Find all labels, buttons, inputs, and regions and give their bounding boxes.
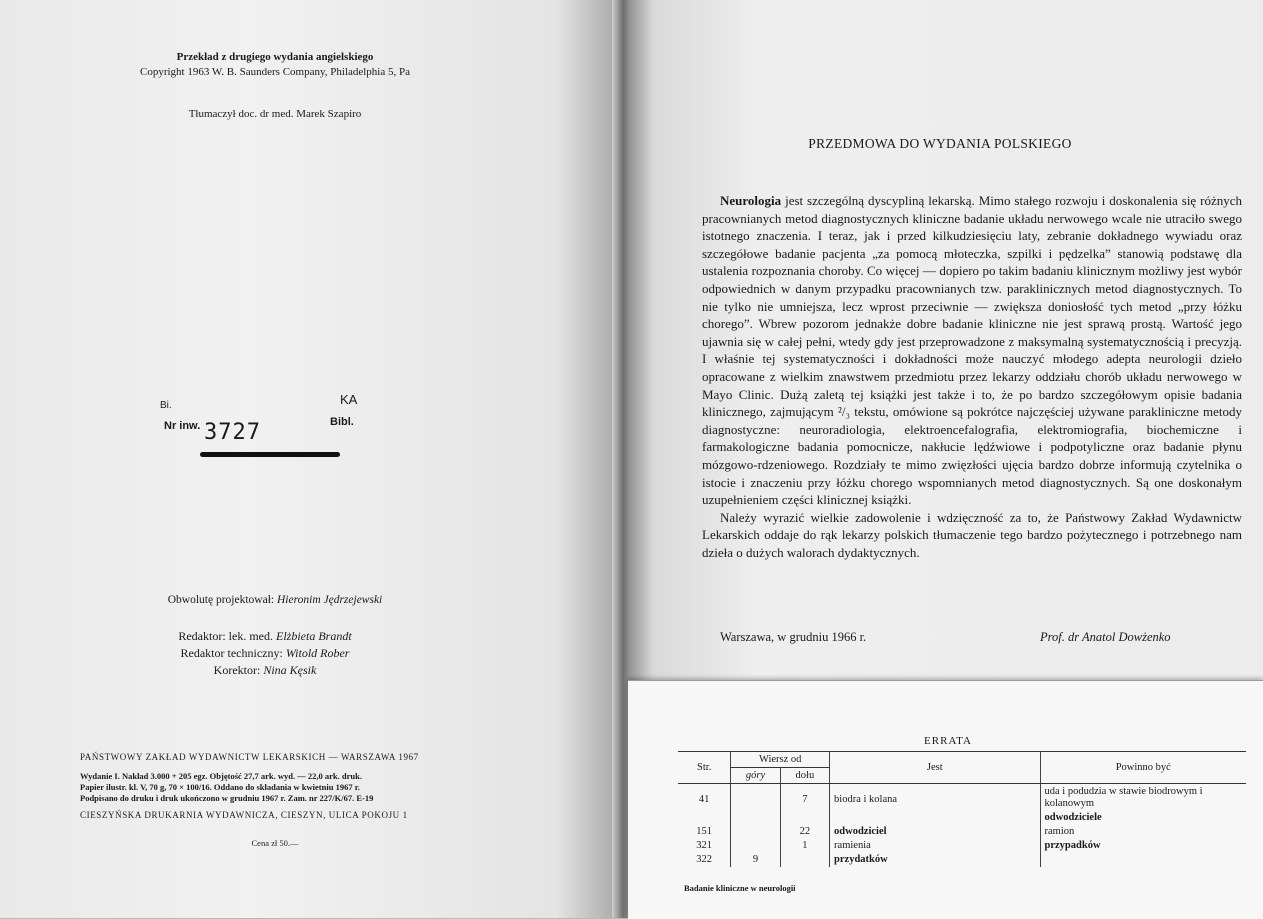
errata-cell-page [678, 811, 731, 825]
errata-cell-top [731, 825, 780, 839]
errata-row [678, 839, 1246, 853]
errata-header-should: Powinno być [1040, 752, 1246, 784]
proofreader-line [100, 662, 430, 679]
errata-cell-bottom: 7 [780, 784, 829, 812]
stamp-right-label: Bibl. [330, 416, 354, 428]
errata-cell-is [830, 811, 1040, 825]
copyright-block [60, 50, 490, 80]
proofreader-label: Korektor: [213, 663, 261, 677]
errata-row [678, 784, 1246, 812]
errata-cell-bottom [780, 811, 829, 825]
errata-footer: Badanie kliniczne w neurologii [684, 883, 796, 893]
stamp-label: Nr inw. [164, 420, 201, 432]
errata-header-line: Wiersz od [731, 752, 830, 768]
translator-credit: Tłumaczył doc. dr med. Marek Szapiro [188, 108, 362, 120]
copyright-line-2: Copyright 1963 W. B. Saunders Company, Philadelphia 5, Pa [140, 66, 410, 78]
cover-designer-name: Hieronim Jędrzejewski [276, 594, 383, 606]
errata-cell-bottom: 1 [780, 839, 829, 853]
errata-cell-page: 322 [696, 854, 713, 865]
cover-designer-label: Obwolutę projektował: [167, 594, 275, 606]
stamp-top-left: Bi. [160, 400, 172, 411]
publisher-head: PAŃSTWOWY ZAKŁAD WYDAWNICTW LEKARSKICH — WARSZAWA 1967 [80, 752, 419, 762]
errata-cell-should: ramion [1040, 825, 1246, 839]
errata-cell-bottom [780, 853, 829, 867]
stamp-signature-bar [200, 452, 340, 457]
preface-lead-word: Neurologia [720, 193, 782, 208]
errata-cell-is: przydatków [830, 853, 1040, 867]
errata-title: ERRATA [924, 735, 972, 747]
printer-line: CIESZYŃSKA DRUKARNIA WYDAWNICZA, CIESZYN, ULICA POKOJU 1 [80, 810, 408, 820]
errata-cell-should: odwodziciele [1040, 811, 1246, 825]
editors-block [100, 628, 430, 679]
errata-cell-should: uda i podudzia w stawie biodrowym i kolanowym [1040, 784, 1246, 812]
editor-line [100, 628, 430, 645]
copyright-line-1: Przekład z drugiego wydania angielskiego [176, 51, 374, 63]
errata-cell-page: 41 [698, 794, 710, 805]
errata-cell-is: odwodziciel [830, 825, 1040, 839]
preface-body [702, 192, 1242, 561]
errata-header-is: Jest [830, 752, 1040, 784]
errata-cell-should: przypadków [1040, 839, 1246, 853]
stamp-number: 3727 [204, 420, 261, 445]
editor-name: Elżbieta Brandt [275, 629, 352, 643]
errata-cell-should [1040, 853, 1246, 867]
errata-slip [628, 680, 1263, 919]
imprint-line-1: Wydanie I. Nakład 3.000 + 205 egz. Objętość 27,7 ark. wyd. — 22,0 ark. druk. [80, 771, 362, 781]
errata-header-from-bottom: dołu [780, 768, 829, 784]
errata-cell-is: biodra i kolana [830, 784, 1040, 812]
errata-cell-top: 9 [731, 853, 780, 867]
errata-cell-is: ramienia [830, 839, 1040, 853]
errata-table [678, 751, 1246, 867]
errata-row [678, 811, 1246, 825]
preface-paragraph-2: Należy wyrazić wielkie zadowolenie i wdzięczność za to, że Państwowy Zakład Wydawnictw Lekarskich oddaje do rąk lekarzy polskich tłumaczenie tego bardzo pożytecznego i potrzebnego nam dzieła o dużych walorach dydaktycznych. [702, 509, 1242, 560]
imprint-line-2: Papier ilustr. kl. V, 70 g, 70 × 100/16. Oddano do składania w kwietniu 1967 r. [80, 782, 360, 792]
editor-label: Redaktor: lek. med. [178, 629, 273, 643]
preface-paragraph-1-text: jest szczególną dyscypliną lekarską. Mimo stałego rozwoju i doskonalenia się różnych pracownianych metod diagnostycznych kliniczne badanie układu nerwowego wcale nie utraciło swego istotnego znaczenia. I teraz, jak i przed kilkudziesięciu laty, zebranie dokładnego wywiadu oraz szczegółowe badanie pacjenta „za pomocą młoteczka, szpilki i pędzelka” stanowią podstawę dla ustalenia rozpoznania choroby. Co więcej — dopiero po takim badaniu klinicznym możliwy jest wybór odpowiednich w danym przypadku pracownianych tzw. paraklinicznych metod diagnostycznych. To nie tylko nie umniejsza, lecz wprost przeciwnie — zwiększa doniosłość tych metod „przy łóżku chorego”. Wbrew pozorom jednakże dobre badanie kliniczne nie jest sprawą prostą. Wartość jego ujawnia się w całej pełni, wtedy gdy jest przeprowadzone z maksymalną systematycznością i precyzją. I właśnie tej systematyczności i dokładności może nauczyć młodego adepta neurologii dzieło opracowane z wielkim znawstwem przedmiotu przez lekarzy oddziału chorób układu nerwowego w Mayo Clinic. Dużą zaletą tej książki jest także i to, że po bardzo szczegółowym opisie badania klinicznego, zajmującym ²/₃ tekstu, omówione są pokrótce najczęściej używane parakliniczne metody diagnostyczne: neuroradiologia, elektroencefalografia, elektromiografia, biochemiczne i farmakologiczne badania pomocnicze, nakłucie lędźwiowe i podpotyliczne oraz badanie płynu mózgowo-rdzeniowego. Rozdziały te mimo zwięzłości ujęcia bardzo dobrze informują czytelnika o istocie i znaczeniu przy łóżku chorego wspomnianych metod diagnostycznych. Są one doskonałym uzupełnieniem części klinicznej książki. [702, 193, 1242, 508]
publisher-block [80, 752, 490, 821]
errata-cell-top [731, 811, 780, 825]
price: Cena zł 50.— [251, 838, 299, 848]
errata-row [678, 853, 1246, 867]
errata-row [678, 825, 1246, 839]
errata-cell-page: 151 [696, 826, 713, 837]
left-page [0, 0, 618, 918]
errata-cell-page: 321 [696, 840, 713, 851]
errata-cell-bottom: 22 [780, 825, 829, 839]
tech-editor-name: Witold Rober [285, 646, 350, 660]
errata-header-from-top: góry [731, 768, 780, 784]
errata-cell-top [731, 784, 780, 812]
proofreader-name: Nina Kęsik [263, 663, 317, 677]
tech-editor-label: Redaktor techniczny: [180, 646, 283, 660]
preface-paragraph-1 [702, 192, 1242, 509]
stamp-top-right: KA [340, 392, 358, 407]
errata-header-page: Str. [678, 752, 731, 784]
place-date: Warszawa, w grudniu 1966 r. [720, 630, 867, 644]
preface-title: PRZEDMOWA DO WYDANIA POLSKIEGO [808, 136, 1072, 151]
preface-author: Prof. dr Anatol Dowżenko [1040, 630, 1171, 644]
tech-editor-line [100, 645, 430, 662]
errata-cell-top [731, 839, 780, 853]
imprint-line-3: Podpisano do druku i druk ukończono w grudniu 1967 r. Zam. nr 227/K/67. E-19 [80, 793, 374, 803]
library-stamp [160, 392, 380, 472]
cover-designer-credit [60, 594, 490, 606]
